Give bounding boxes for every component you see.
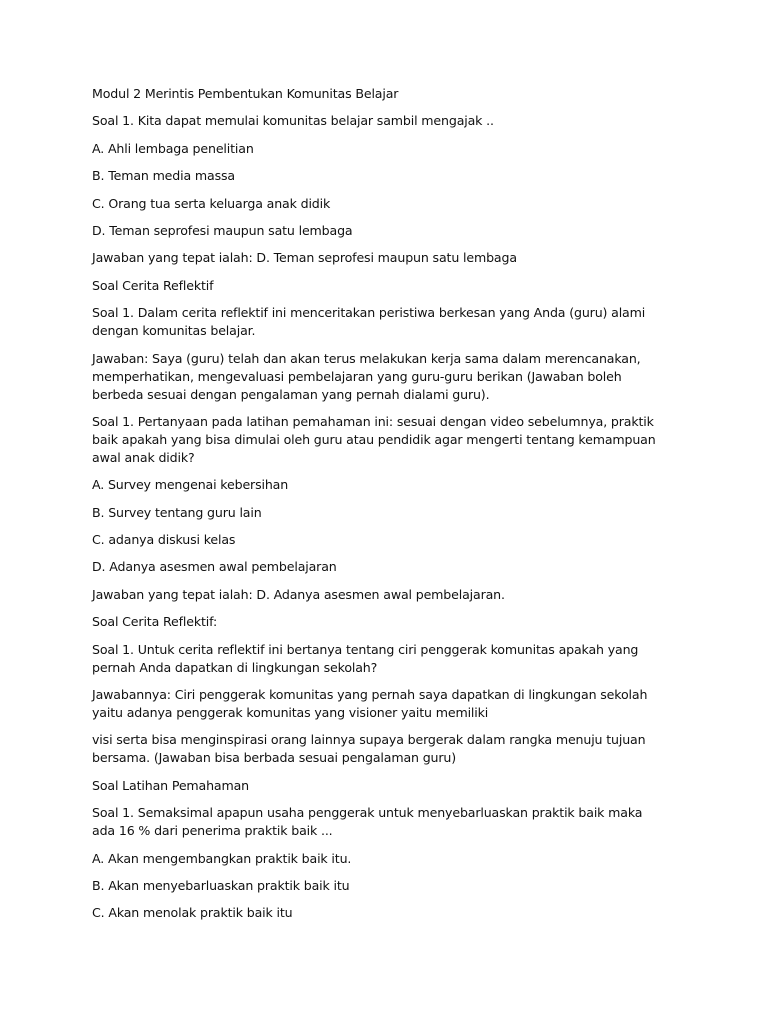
option-c: C. adanya diskusi kelas xyxy=(92,532,236,548)
option-b: B. Akan menyebarluaskan praktik baik itu xyxy=(92,877,350,893)
answer-2: Jawaban yang tepat ialah: D. Adanya asesmen awal pembelajaran. xyxy=(92,586,505,602)
question-2: Soal 1. Pertanyaan pada latihan pemahaman ini: sesuai dengan video sebelumnya, praktik baik apakah yang bisa dimulai oleh guru atau pendidik agar mengerti tentang kemampuan awal anak didik? xyxy=(92,413,656,465)
document-body xyxy=(92,85,668,932)
answer-reflective-1: Jawaban: Saya (guru) telah dan akan terus melakukan kerja sama dalam merencanakan, memperhatikan, mengevaluasi pembelajaran yang guru-guru berikan (Jawaban boleh berbeda sesuai dengan pengalaman yang pernah dialami guru). xyxy=(92,350,641,402)
question-1: Soal 1. Kita dapat memulai komunitas belajar sambil mengajak .. xyxy=(92,113,494,129)
answer-reflective-2: Jawabannya: Ciri penggerak komunitas yang pernah saya dapatkan di lingkungan sekolah yaitu adanya penggerak komunitas yang visioner yaitu memiliki xyxy=(92,687,648,721)
option-d: D. Adanya asesmen awal pembelajaran xyxy=(92,559,337,575)
question-reflective-2: Soal 1. Untuk cerita reflektif ini bertanya tentang ciri penggerak komunitas apakah yang pernah Anda dapatkan di lingkungan sekolah? xyxy=(92,641,639,675)
question-3: Soal 1. Semaksimal apapun usaha penggerak untuk menyebarluaskan praktik baik maka ada 16 % dari penerima praktik baik ... xyxy=(92,805,643,839)
option-a: A. Survey mengenai kebersihan xyxy=(92,477,289,493)
answer-reflective-2-continued: visi serta bisa menginspirasi orang lainnya supaya bergerak dalam rangka menuju tujuan bersama. (Jawaban bisa berbada sesuai pengalaman guru) xyxy=(92,732,646,766)
section-heading-comprehension: Soal Latihan Pemahaman xyxy=(92,777,250,793)
section-heading-reflective: Soal Cerita Reflektif xyxy=(92,277,214,293)
section-heading-reflective-2: Soal Cerita Reflektif: xyxy=(92,614,218,630)
question-reflective-1: Soal 1. Dalam cerita reflektif ini menceritakan peristiwa berkesan yang Anda (guru) alami dengan komunitas belajar. xyxy=(92,305,646,339)
answer-1: Jawaban yang tepat ialah: D. Teman seprofesi maupun satu lembaga xyxy=(92,250,517,266)
option-a: A. Akan mengembangkan praktik baik itu. xyxy=(92,850,352,866)
option-b: B. Teman media massa xyxy=(92,168,235,184)
option-c: C. Orang tua serta keluarga anak didik xyxy=(92,195,331,211)
document-title: Modul 2 Merintis Pembentukan Komunitas Belajar xyxy=(92,86,399,101)
option-a: A. Ahli lembaga penelitian xyxy=(92,140,254,156)
option-b: B. Survey tentang guru lain xyxy=(92,504,262,520)
option-d: D. Teman seprofesi maupun satu lembaga xyxy=(92,222,353,238)
option-c: C. Akan menolak praktik baik itu xyxy=(92,905,293,921)
